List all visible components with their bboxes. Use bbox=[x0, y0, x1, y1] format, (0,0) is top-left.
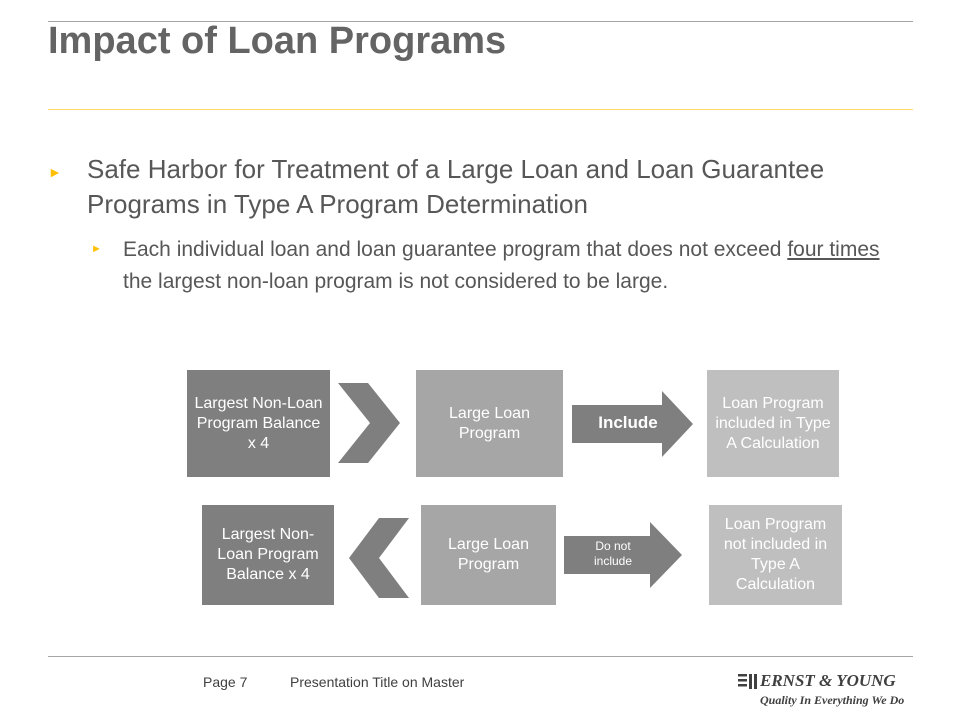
logo-tagline: Quality In Everything We Do bbox=[760, 693, 905, 707]
bullet-level2-text-end: the largest non-loan program is not considered to be large. bbox=[123, 270, 669, 293]
presentation-title: Presentation Title on Master bbox=[290, 674, 465, 690]
page-number: Page 7 bbox=[203, 674, 248, 690]
bullet-level2 bbox=[123, 234, 903, 298]
row2-arrow-label: Do not include bbox=[593, 539, 633, 568]
bullet-arrow-icon: ► bbox=[48, 164, 62, 180]
row1-large-loan-box: Large Loan Program bbox=[416, 370, 563, 477]
row2-large-loan-box: Large Loan Program bbox=[421, 505, 556, 605]
row2-result-box: Loan Program not included in Type A Calculation bbox=[709, 505, 842, 605]
row1-result-box: Loan Program included in Type A Calculation bbox=[707, 370, 839, 477]
title-underline-rule bbox=[48, 109, 913, 110]
ey-logo-icon bbox=[738, 673, 758, 691]
row1-largest-nonloan-box: Largest Non-Loan Program Balance x 4 bbox=[187, 370, 330, 477]
bullet-level1: Safe Harbor for Treatment of a Large Loan and Loan Guarantee Programs in Type A Program Determination bbox=[87, 154, 825, 219]
footer-rule bbox=[48, 656, 913, 657]
row2-chevron-left-icon bbox=[349, 518, 409, 598]
row2-largest-nonloan-box: Largest Non-Loan Program Balance x 4 bbox=[202, 505, 334, 605]
sub-bullet-arrow-icon: ► bbox=[91, 243, 102, 255]
slide-title: Impact of Loan Programs bbox=[48, 20, 507, 62]
underlined-emphasis: four times bbox=[787, 238, 880, 261]
row1-arrow-label: Include bbox=[598, 413, 658, 432]
bullet-level2-text-start: Each individual loan and loan guarantee program that does not exceed bbox=[123, 238, 788, 261]
row1-chevron-right-icon bbox=[338, 383, 400, 463]
logo-wordmark: ERNST & YOUNG bbox=[760, 671, 896, 690]
